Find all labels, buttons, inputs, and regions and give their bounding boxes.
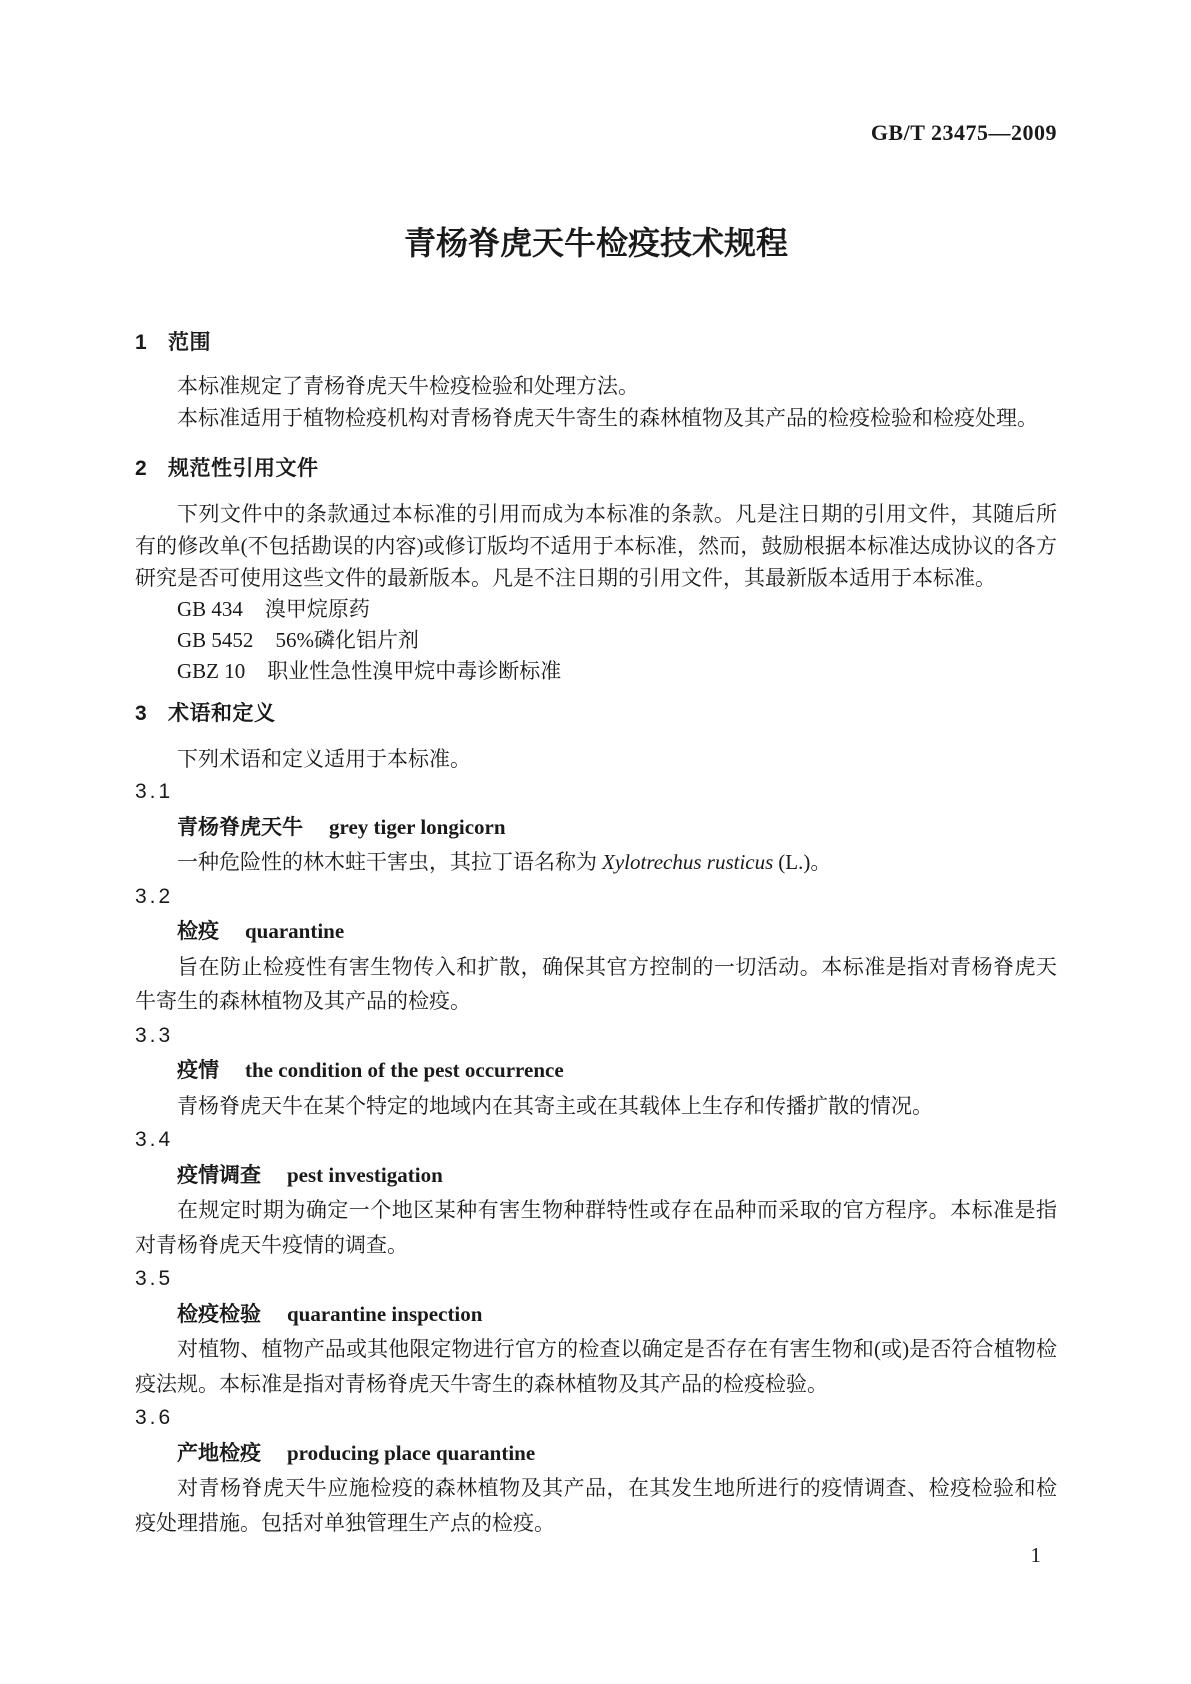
reference-code: GBZ 10 [177, 659, 246, 683]
term-chinese: 产地检疫 [177, 1441, 261, 1465]
reference-item [135, 656, 1057, 687]
term-heading [135, 810, 1057, 846]
term-definition: 对青杨脊虎天牛应施检疫的森林植物及其产品，在其发生地所进行的疫情调查、检疫检验和检疫处理措施。包括对单独管理生产点的检疫。 [135, 1476, 1057, 1535]
term-definition: 旨在防止检疫性有害生物传入和扩散，确保其官方控制的一切活动。本标准是指对青杨脊虎天牛寄生的森林植物及其产品的检疫。 [135, 954, 1057, 1013]
term-english: the condition of the pest occurrence [245, 1058, 564, 1082]
definition-text: 一种危险性的林木蛀干害虫，其拉丁语名称为 [177, 850, 597, 874]
reference-item [135, 625, 1057, 656]
reference-title: 56%磷化铝片剂 [275, 628, 419, 652]
section-3-heading [135, 703, 1057, 725]
term-number: 3.6 [135, 1406, 174, 1429]
section-1-number: 1 [135, 331, 148, 354]
term-chinese: 疫情 [177, 1059, 219, 1082]
term-english: grey tiger longicorn [329, 814, 506, 839]
page-content [0, 120, 1191, 1566]
term-number: 3.5 [135, 1267, 174, 1290]
term-number: 3.4 [135, 1128, 174, 1151]
scope-paragraph-1: 本标准规定了青杨脊虎天牛检疫检验和处理方法。 [177, 374, 639, 398]
reference-title: 职业性急性溴甲烷中毒诊断标准 [267, 659, 562, 683]
term-chinese: 疫情调查 [177, 1163, 261, 1187]
latin-name: Xylotrechus rusticus [602, 850, 774, 874]
term-definition: 对植物、植物产品或其他限定物进行官方的检查以确定是否存在有害生物和(或)是否符合植物检疫法规。本标准是指对青杨脊虎天牛寄生的森林植物及其产品的检疫检验。 [135, 1337, 1057, 1396]
term-number: 3.2 [135, 884, 174, 908]
term-number: 3.1 [135, 780, 174, 803]
section-3-number: 3 [135, 702, 148, 725]
section-3-label: 术语和定义 [168, 702, 276, 725]
term-heading [135, 914, 1057, 950]
terms-list [135, 775, 1057, 1540]
standard-code: GB/T 23475—2009 [870, 120, 1057, 145]
section-1-heading [135, 332, 1057, 354]
term-english: pest investigation [287, 1162, 443, 1187]
term-definition: 青杨脊虎天牛在某个特定的地域内在其寄主或在其载体上生存和传播扩散的情况。 [177, 1093, 933, 1118]
term-heading [135, 1297, 1057, 1333]
scope-paragraph-2: 本标准适用于植物检疫机构对青杨脊虎天牛寄生的森林植物及其产品的检疫检验和检疫处理。 [177, 406, 1038, 430]
reference-item [135, 594, 1057, 625]
section-1-label: 范围 [168, 331, 211, 354]
term-chinese: 检疫检验 [177, 1302, 261, 1326]
term-heading [135, 1158, 1057, 1194]
term-number: 3.3 [135, 1023, 174, 1047]
reference-code: GB 434 [177, 597, 243, 621]
reference-title: 溴甲烷原药 [264, 597, 370, 621]
page-number: 1 [1030, 1543, 1041, 1567]
term-heading [135, 1053, 1057, 1089]
reference-code: GB 5452 [177, 628, 254, 652]
term-english: quarantine inspection [287, 1301, 483, 1326]
term-heading [135, 1436, 1057, 1472]
section-2-label: 规范性引用文件 [168, 457, 319, 480]
normative-references-paragraph: 下列文件中的条款通过本标准的引用而成为本标准的条款。凡是注日期的引用文件，其随后所有的修改单(不包括勘误的内容)或修订版均不适用于本标准，然而，鼓励根据本标准达成协议的各方研究是否可使用这些文件的最新版本。凡是不注日期的引用文件，其最新版本适用于本标准。 [135, 502, 1057, 590]
term-definition [135, 845, 1057, 880]
term-definition: 在规定时期为确定一个地区某种有害生物种群特性或存在品种而采取的官方程序。本标准是指对青杨脊虎天牛疫情的调查。 [135, 1198, 1057, 1257]
section-2-number: 2 [135, 457, 148, 480]
reference-list [135, 594, 1057, 687]
term-chinese: 检疫 [177, 920, 219, 943]
section-2-heading [135, 458, 1057, 480]
term-english: quarantine [245, 919, 345, 943]
document-title: 青杨脊虎天牛检疫技术规程 [403, 225, 788, 261]
definition-text: (L.)。 [778, 850, 832, 874]
term-chinese: 青杨脊虎天牛 [177, 815, 303, 839]
term-english: producing place quarantine [287, 1440, 536, 1465]
terms-intro-paragraph: 下列术语和定义适用于本标准。 [177, 747, 471, 771]
